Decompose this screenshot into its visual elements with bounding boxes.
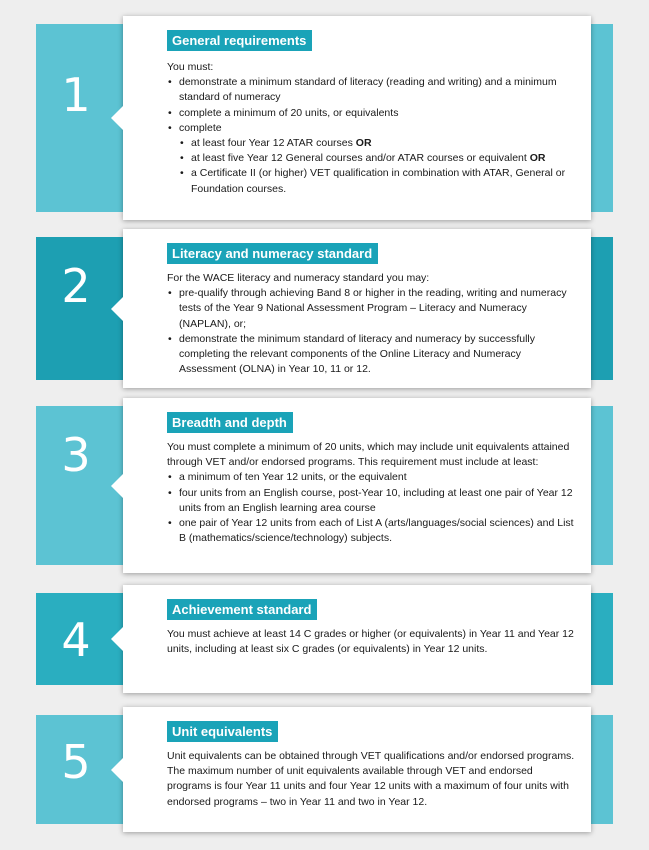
list-item	[179, 121, 579, 197]
step-number: 1	[61, 68, 91, 122]
step-5	[0, 707, 649, 832]
step-intro: For the WACE literacy and numeracy standard you may:	[167, 272, 430, 284]
card-notch	[111, 106, 123, 130]
step-4	[0, 585, 649, 693]
step-number: 5	[61, 735, 91, 789]
step-body	[167, 749, 579, 810]
list-item-text: complete	[179, 121, 222, 134]
card-notch	[111, 627, 123, 651]
step-heading: General requirements	[167, 30, 312, 51]
card-notch	[111, 758, 123, 782]
step-body	[167, 440, 579, 546]
sub-list-item: • at least four Year 12 ATAR courses OR	[191, 136, 579, 151]
step-intro: Unit equivalents can be obtained through VET qualifications and/or endorsed programs. The maximum number of unit equivalents available through VET and endorsed programs is four Year 11 units and four Year 12 units with a maximum of four units with endorsed programs – two in Year 11 and two in Year 12.	[167, 750, 575, 808]
sub-list-item: • at least five Year 12 General courses and/or ATAR courses or equivalent OR	[191, 151, 579, 166]
step-number: 4	[61, 613, 91, 667]
step-card	[123, 16, 591, 220]
step-card	[123, 707, 591, 832]
step-heading: Breadth and depth	[167, 412, 293, 433]
card-notch	[111, 474, 123, 498]
list-item: • pre-qualify through achieving Band 8 or higher in the reading, writing and numeracy tests of the Year 9 National Assessment Program – Literacy and Numeracy (NAPLAN), or;	[179, 286, 579, 332]
list-item: • complete a minimum of 20 units, or equivalents	[179, 106, 579, 121]
step-card	[123, 398, 591, 573]
step-card	[123, 585, 591, 693]
card-notch	[111, 297, 123, 321]
sub-list-item: • a Certificate II (or higher) VET qualification in combination with ATAR, General or Foundation courses.	[191, 166, 579, 196]
step-heading: Achievement standard	[167, 599, 317, 620]
step-heading: Unit equivalents	[167, 721, 278, 742]
step-intro: You must:	[167, 61, 214, 73]
step-2	[0, 229, 649, 388]
step-1	[0, 16, 649, 220]
step-intro: You must achieve at least 14 C grades or higher (or equivalents) in Year 11 and Year 12 units, including at least six C grades (or equivalents) in Year 12 units.	[167, 628, 574, 656]
step-number: 2	[61, 259, 91, 313]
step-intro: You must complete a minimum of 20 units, which may include unit equivalents attained through VET and/or endorsed programs. This requirement must include at least:	[167, 441, 570, 469]
list-item: • four units from an English course, post-Year 10, including at least one pair of Year 12 units from an English learning area course	[179, 486, 579, 516]
step-body	[167, 60, 579, 197]
step-body	[167, 271, 579, 377]
step-3	[0, 398, 649, 573]
step-heading: Literacy and numeracy standard	[167, 243, 378, 264]
list-item: • one pair of Year 12 units from each of List A (arts/languages/social sciences) and List B (mathematics/science/technology) subjects.	[179, 516, 579, 546]
list-item: • demonstrate a minimum standard of literacy (reading and writing) and a minimum standard of numeracy	[179, 75, 579, 105]
step-body	[167, 627, 579, 657]
list-item: • a minimum of ten Year 12 units, or the equivalent	[179, 470, 579, 485]
step-card	[123, 229, 591, 388]
list-item: • demonstrate the minimum standard of literacy and numeracy by successfully completing the relevant components of the Online Literacy and Numeracy Assessment (OLNA) in Year 10, 11 or 12.	[179, 332, 579, 378]
step-number: 3	[61, 428, 91, 482]
